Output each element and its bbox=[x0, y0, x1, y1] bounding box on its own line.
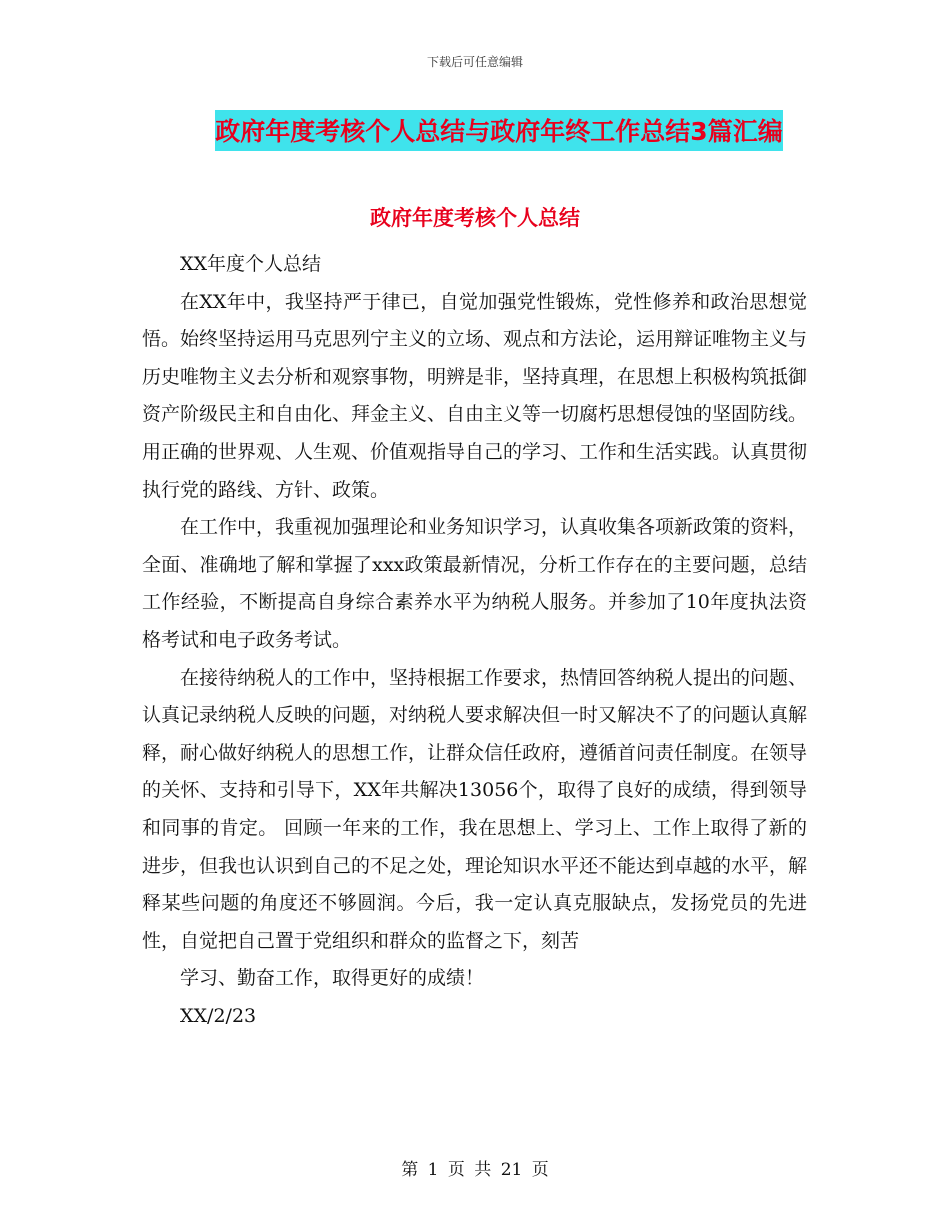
paragraph: 学习、勤奋工作，取得更好的成绩！ bbox=[180, 967, 485, 990]
paragraph: 在工作中，我重视加强理论和业务知识学习，认真收集各项新政策的资料，全面、准确地了解和掌握了xxx政策最新情况，分析工作存在的主要问题，总结工作经验，不断提高自身综合素养水平为纳税人服务。并参加了10年度执法资格考试和电子政务考试。 bbox=[142, 516, 808, 651]
document-body bbox=[142, 246, 807, 1035]
date-line: XX/2/23 bbox=[180, 1004, 257, 1027]
paragraph-heading: XX年度个人总结 bbox=[180, 253, 322, 275]
document-title: 政府年度考核个人总结与政府年终工作总结3篇汇编 bbox=[215, 110, 782, 151]
paragraph: 在XX年中，我坚持严于律已，自觉加强党性锻炼，党性修养和政治思想觉悟。始终坚持运用马克思列宁主义的立场、观点和方法论，运用辩证唯物主义与历史唯物主义去分析和观察事物，明辨是非，坚持真理，在思想上积极构筑抵御资产阶级民主和自由化、拜金主义、自由主义等一切腐朽思想侵蚀的坚固防线。用正确的世界观、人生观、价值观指导自己的学习、工作和生活实践。认真贯彻执行党的路线、方针、政策。 bbox=[142, 290, 808, 501]
header-note: 下载后可任意编辑 bbox=[426, 55, 523, 69]
section-title: 政府年度考核个人总结 bbox=[370, 206, 580, 230]
paragraph: 在接待纳税人的工作中，坚持根据工作要求，热情回答纳税人提出的问题、认真记录纳税人反映的问题，对纳税人要求解决但一时又解决不了的问题认真解释，耐心做好纳税人的思想工作，让群众信任政府，遵循首问责任制度。在领导的关怀、支持和引导下，XX年共解决13056个，取得了良好的成绩，得到领导和同事的肯定。 回顾一年来的工作，我在思想上、学习上、工作上取得了新的进步，但我也认识到自己的不足之处，理论知识水平还不能达到卓越的水平，解释某些问题的角度还不够圆润。今后，我一定认真克服缺点，发扬党员的先进性，自觉把自己置于党组织和群众的监督之下，刻苦 bbox=[142, 666, 808, 952]
document-title-container bbox=[0, 110, 950, 151]
page-footer: 第 1 页 共 21 页 bbox=[401, 1160, 549, 1180]
